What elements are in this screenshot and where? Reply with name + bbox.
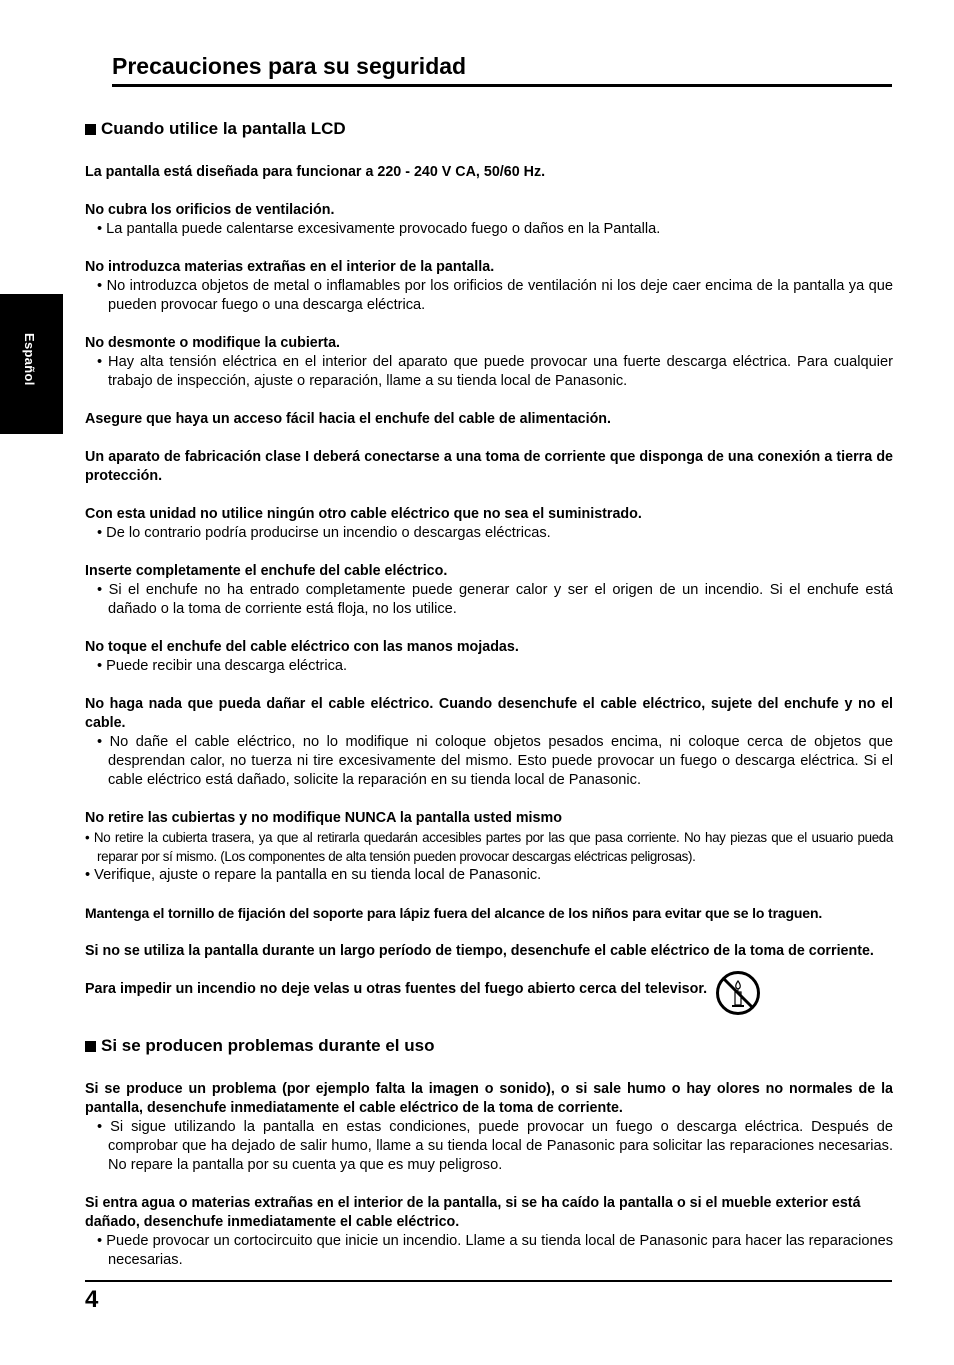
no-open-flame-icon (715, 970, 761, 1016)
title-divider (112, 84, 892, 87)
precaution-lead: Asegure que haya un acceso fácil hacia el enchufe del cable de alimentación. (85, 411, 612, 427)
precaution-block (85, 904, 893, 923)
precaution-block (85, 410, 893, 429)
precaution-bullet: • No dañe el cable eléctrico, no lo modifique ni coloque objetos pesados encima, ni coloque cerca de objetos que desprendan calor, no tuerza ni tire excesivamente del mismo. Esto puede provocar un fuego o descarga eléctrica. Si el cable eléctrico está dañado, solicite la reparación en su tienda local de Panasonic. (97, 734, 893, 788)
precaution-bullet: • Verifique, ajuste o repare la pantalla en su tienda local de Panasonic. (85, 867, 542, 883)
precaution-bullet: • La pantalla puede calentarse excesivamente provocado fuego o daños en la Pantalla. (97, 221, 661, 237)
precaution-block (85, 809, 893, 885)
precaution-lead: La pantalla está diseñada para funcionar a 220 - 240 V CA, 50/60 Hz. (85, 164, 546, 180)
precaution-lead: Para impedir un incendio no deje velas u otras fuentes del fuego abierto cerca del televisor. (85, 981, 708, 997)
precaution-block (85, 1194, 893, 1270)
page-content (85, 118, 893, 1270)
precaution-lead: Si se produce un problema (por ejemplo falta la imagen o sonido), o si sale humo o hay olores no normales de la pantalla, desenchufe inmediatamente el cable eléctrico de la toma de corriente. (85, 1081, 893, 1116)
precaution-block (85, 562, 893, 619)
precaution-block (85, 942, 893, 961)
precaution-bullet: • No introduzca objetos de metal o inflamables por los orificios de ventilación ni los deje caer encima de la pantalla ya que pueden provocar fuego o una descarga eléctrica. (97, 278, 893, 313)
precaution-block (85, 201, 893, 239)
precaution-block (85, 1080, 893, 1175)
precaution-lead: Con esta unidad no utilice ningún otro cable eléctrico que no sea el suministrado. (85, 506, 642, 522)
precaution-bullet: • Si el enchufe no ha entrado completamente puede generar calor y ser el origen de un incendio. Si el enchufe está dañado o la toma de corriente está floja, no los utilice. (97, 582, 893, 617)
language-tab-label: Español (22, 333, 37, 386)
section-heading-problems (85, 1035, 893, 1057)
precaution-bullet: • Puede recibir una descarga eléctrica. (97, 658, 348, 674)
square-bullet-icon (85, 124, 96, 135)
section-heading-text: Cuando utilice la pantalla LCD (101, 119, 346, 138)
precaution-bullet: • Puede provocar un cortocircuito que inicie un incendio. Llame a su tienda local de Panasonic para hacer las reparaciones necesarias. (97, 1233, 893, 1268)
precaution-lead: No haga nada que pueda dañar el cable eléctrico. Cuando desenchufe el cable eléctrico, sujete del enchufe y no el cable. (85, 696, 893, 731)
precaution-lead: Mantenga el tornillo de fijación del soporte para lápiz fuera del alcance de los niños para evitar que se lo traguen. (85, 905, 823, 921)
precaution-lead: No introduzca materias extrañas en el interior de la pantalla. (85, 259, 495, 275)
precaution-block (85, 448, 893, 486)
precaution-block (85, 163, 893, 182)
precaution-lead: No desmonte o modifique la cubierta. (85, 335, 340, 351)
precaution-lead: Inserte completamente el enchufe del cable eléctrico. (85, 563, 448, 579)
precaution-block (85, 505, 893, 543)
precaution-block (85, 638, 893, 676)
square-bullet-icon (85, 1041, 96, 1052)
precaution-block (85, 695, 893, 790)
section-heading-text: Si se producen problemas durante el uso (101, 1036, 435, 1055)
precaution-lead: No retire las cubiertas y no modifique NUNCA la pantalla usted mismo (85, 810, 562, 826)
footer-divider (85, 1280, 892, 1282)
precaution-bullet: • De lo contrario podría producirse un incendio o descargas eléctricas. (97, 525, 551, 541)
precaution-lead: No toque el enchufe del cable eléctrico con las manos mojadas. (85, 639, 519, 655)
precaution-lead: Si no se utiliza la pantalla durante un largo período de tiempo, desenchufe el cable eléctrico de la toma de corriente. (85, 943, 874, 959)
precaution-bullet: • Si sigue utilizando la pantalla en estas condiciones, puede provocar un fuego o descarga eléctrica. Después de comprobar que ha dejado de salir humo, llame a su tienda local de Panasonic para solicitar las reparaciones necesarias. No repare la pantalla por su cuenta ya que es muy peligroso. (97, 1119, 893, 1173)
precaution-lead: Un aparato de fabricación clase I deberá conectarse a una toma de corriente que disponga de una conexión a tierra de protección. (85, 449, 893, 484)
section-heading-lcd-use (85, 118, 893, 140)
precaution-bullet: • No retire la cubierta trasera, ya que al retirarla quedarán accesibles partes por las que pasa corriente. No hay piezas que el usuario pueda reparar por sí mismo. (Los componentes de alta tensión pueden provocar descargas eléctricas peligrosas). (85, 830, 893, 864)
precaution-bullet: • Hay alta tensión eléctrica en el interior del aparato que puede provocar una fuerte descarga eléctrica. Para cualquier trabajo de inspección, ajuste o reparación, llame a su tienda local de Panasonic. (97, 354, 893, 389)
page-number: 4 (85, 1286, 99, 1313)
page-title: Precauciones para su seguridad (112, 53, 467, 79)
precaution-lead: No cubra los orificios de ventilación. (85, 202, 335, 218)
precaution-block (85, 258, 893, 315)
precaution-block (85, 972, 893, 1016)
precaution-lead: Si entra agua o materias extrañas en el interior de la pantalla, si se ha caído la pantalla o si el mueble exterior está dañado, desenchufe inmediatamente el cable eléctrico. (85, 1195, 861, 1230)
precaution-block (85, 334, 893, 391)
